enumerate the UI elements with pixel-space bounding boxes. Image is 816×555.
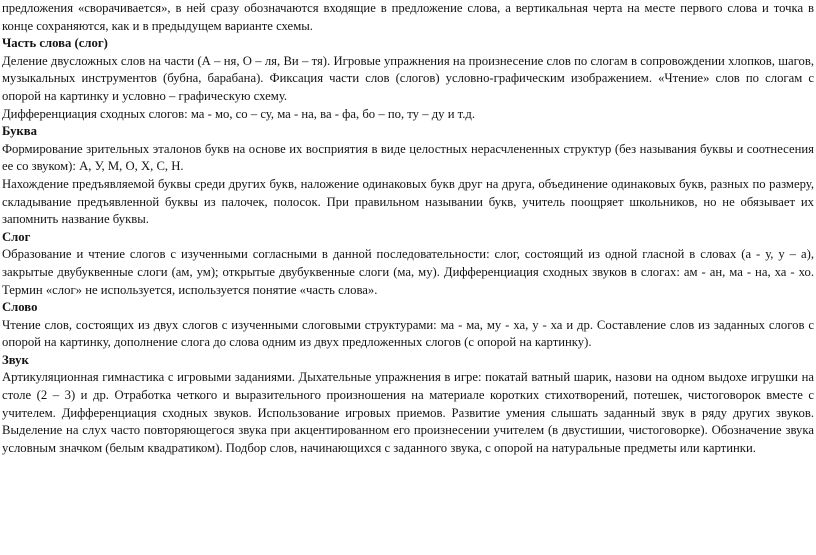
section-heading-letter: Буква xyxy=(2,124,37,139)
word-paragraph-1: Чтение слов, состоящих из двух слогов с изученными слоговыми структурами: ма - ма, му - ха, у - ха и др. Составление слов из заданных слогов с опорой на картинку, дополнение слога до слова одним из двух предложенных слогов (с опорой на картинку). xyxy=(2,317,814,350)
section-heading-syllable: Слог xyxy=(2,229,31,244)
section-heading-word: Слово xyxy=(2,300,38,315)
syllable-paragraph-1: Образование и чтение слогов с изученными согласными в данной последовательности: слог, состоящий из одной гласной в словах (а - у, у – а), закрытые двубуквенные слоги (ам, ум); открытые двубуквенные слоги (ма, му). Дифференциация сходных звуков в слогах: ам - ан, ма - на, ха - хо. Термин «слог» не используется, используется понятие «часть слова». xyxy=(2,247,814,297)
syllable-part-paragraph-1: Деление двусложных слов на части (А – ня, О – ля, Ви – тя). Игровые упражнения на произнесение слов по слогам в сопровождении хлопков, шагов, музыкальных инструментов (бубна, барабана). Фиксация части слов (слогов) условно-графическим изображением. «Чтение» слов по слогам с опорой на картинку и условно – графическую схему. xyxy=(2,53,814,103)
letter-paragraph-1: Формирование зрительных эталонов букв на основе их восприятия в виде целостных нерасчлененных структур (без называния буквы и соотнесения ее со звуком): А, У, М, О, Х, С, Н. xyxy=(2,141,814,174)
syllable-part-paragraph-2: Дифференциация сходных слогов: ма - мо, со – су, ма - на, ва - фа, бо – по, ту – ду и т.д. xyxy=(2,106,476,121)
section-heading-sound: Звук xyxy=(2,352,29,367)
sound-paragraph-1: Артикуляционная гимнастика с игровыми заданиями. Дыхательные упражнения в игре: покатай ватный шарик, назови на одном выдохе игрушки на столе (2 – 3) и др. Отработка четкого и выразительного произношения на материале коротких стихотворений, потешек, чистоговорок вместе с учителем. Дифференциация сходных звуков. Использование игровых приемов. Развитие умения слышать заданный звук в ряду других звуков. Выделение на слух часто повторяющегося звука при акцентированном его произнесении учителем (в двустишии, чистоговорке). Обозначение звука условным значком (белым квадратиком). Подбор слов, начинающихся с заданного звука, с опорой на натуральные предметы или картинки. xyxy=(2,370,814,455)
intro-paragraph: предложения «сворачивается», в ней сразу обозначаются входящие в предложение слова, а вертикальная черта на месте первого слова и точка в конце сохраняются, как и в предыдущем варианте схемы. xyxy=(2,1,814,33)
section-heading-syllable-part: Часть слова (слог) xyxy=(2,36,108,51)
document-page xyxy=(2,0,814,457)
letter-paragraph-2: Нахождение предъявляемой буквы среди других букв, наложение одинаковых букв друг на друга, объединение одинаковых букв, разных по размеру, складывание предъявленной буквы из палочек, полосок. При правильном назывании букв, учитель поощряет школьников, но не обязывает их запомнить название буквы. xyxy=(2,176,814,227)
